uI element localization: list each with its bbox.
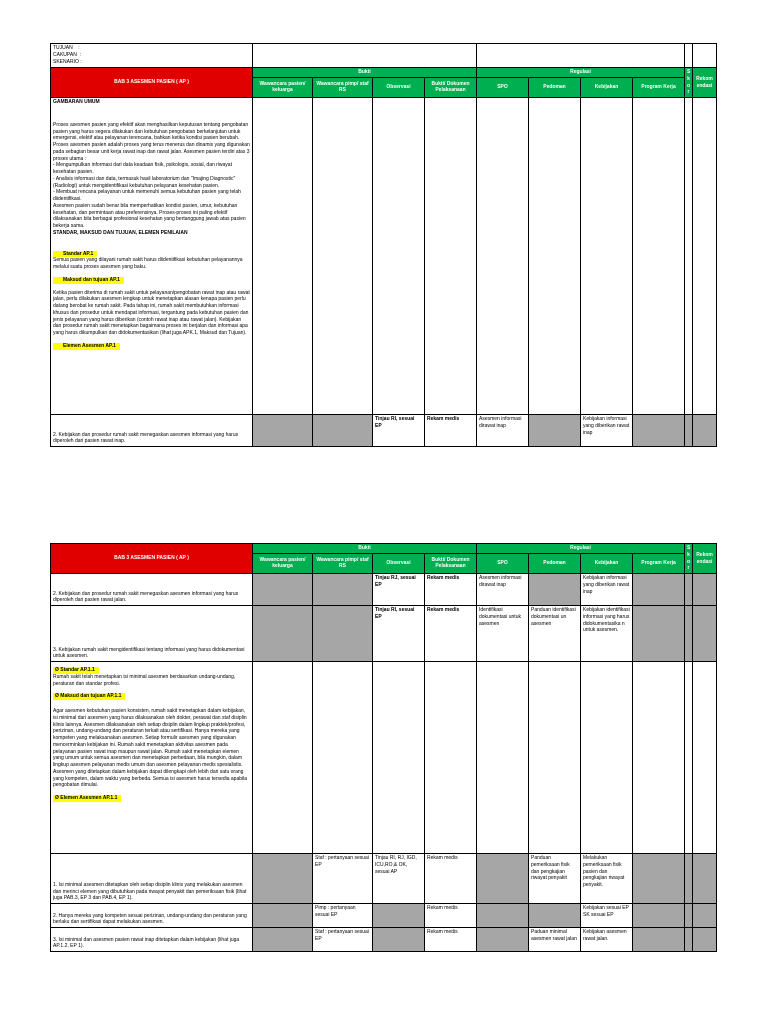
col-wawancara-pimp: Wawancara pimp/ staf RS: [313, 553, 373, 573]
col-kebijakan: Kebijakan: [581, 77, 633, 97]
col-wawancara-pasien: Wawancara pasien/ keluarga: [253, 553, 313, 573]
maksud-label: Ø Maksud dan tujuan AP.1.1: [53, 693, 125, 700]
row-observasi: Tinjau RI, RJ, IGD, ICU,RO,& OK, sesuai AP: [373, 854, 425, 904]
assessment-sheet-page-1: [50, 43, 717, 447]
meta-tujuan: TUJUAN :: [53, 45, 80, 51]
row-kebijakan: Kebijakan asesmen rawat jalan.: [581, 928, 633, 952]
col-rekomendasi: Rekomendasi: [693, 544, 717, 574]
meta-block: [51, 44, 253, 68]
table-row: [51, 904, 717, 928]
row-bukti: Rekam medis: [425, 574, 477, 606]
meta-skenario: SKENARIO :: [53, 59, 82, 65]
row-pedoman: Panduan pemeriksaan fisik dan pengkajian riwayat penyakit: [529, 854, 581, 904]
row-text: 2. Kebijakan dan prosedur rumah sakit menegaskan asesmen informasi yang harus diperoleh dari pasien rawat jalan.: [51, 574, 253, 606]
meta-cakupan: CAKUPAN :: [53, 52, 81, 58]
gambaran-list-item: - Analisis informasi dan data, termasuk hasil laboratorium dan "Imajing Diagnostic" (Radiologi) untuk mengidentifikasi kebutuhan pelayanan kesehatan pasien.: [53, 175, 236, 189]
table-row: [51, 606, 717, 662]
gambaran-paragraph-1: Proses asesmen pasien yang efektif akan menghasilkan keputusan tentang pengobatan pasien yang harus segera dilakukan dan kebutuhan pengobatan berkelanjutan untuk emergensi, elektif atau pelayanan terencana, bahkan ketika kondisi pasien berubah. Proses asesmen pasien adalah proses yang terus menerus dan dinamis yang digunakan pada sebagian besar unit kerja rawat inap dan rawat jalan. Asesmen pasien terdiri atas 3 proses utama :: [53, 121, 250, 162]
elemen-label: Elemen Asesmen AP.1: [53, 343, 120, 350]
row-kebijakan: Kebijakan informasi yang diberikan rawat inap: [581, 415, 633, 447]
col-pedoman: Pedoman: [529, 553, 581, 573]
standar-text: Semua pasien yang dilayani rumah sakit harus diidentifikasi kebutuhan pelayanannya melalui suatu proses asesmen yang baku.: [53, 257, 243, 270]
group-regulasi: Regulasi: [477, 68, 685, 78]
row-observasi: Tinjau RI, sesuai EP: [373, 415, 425, 447]
row-text: 1. Isi minimal asesmen ditetapkan oleh setiap disiplin klinis yang melakukan asesmen dan merinci elemen yang dibutuhkan pada riwayat penyakit dan pemeriksaan fisik (lihat juga PAB.3, EP 3 dan PAB.4, EP 1).: [51, 854, 253, 904]
gambaran-title: GAMBARAN UMUM: [53, 99, 100, 105]
col-bukti-dokumen: Bukti/ Dokumen Pelaksanaan: [425, 553, 477, 573]
col-rekomendasi: Rekomendasi: [693, 68, 717, 98]
col-observasi: Observasi: [373, 553, 425, 573]
maksud-text: Ketika pasien diterima di rumah sakit untuk pelayanan/pengobatan rawat inap atau rawat jalan, perlu dilakukan asesmen lengkap untuk menetapkan alasan kenapa pasien perlu datang berobat ke rumah sakit. Pada tahap ini, rumah sakit membutuhkan informasi khusus dan prosedur untuk mendapat informasi, tergantung pada kebutuhan pasien dan jenis pelayanan yang harus diberikan (contoh rawat inap atau rawat jalan). Kebijakan dan prosedur rumah sakit menetapkan bagaimana proses ini berjalan dan informasi apa yang harus dikumpulkan dan didokumentasikan (lihat juga APK.1, Maksud dan Tujuan).: [53, 289, 250, 336]
gambaran-list-item: - Mengumpulkan informasi dari data keadaan fisik, psikologis, sosial, dan riwayat kesehatan pasien.: [53, 162, 232, 175]
group-bukti: Bukti: [253, 68, 477, 78]
table-row: [51, 854, 717, 904]
assessment-sheet-page-2: [50, 543, 717, 952]
row-bukti: Rekam medis: [425, 928, 477, 952]
col-skor: Skor: [685, 544, 693, 574]
row-kebijakan: Melakukan pemeriksaan fisik pasien dan pengkajian riwayat penyakit.: [581, 854, 633, 904]
row-wawancara-pimp: Staf : pertanyaan sesuai EP: [313, 854, 373, 904]
bab-title: BAB 3 ASESMEN PASIEN ( AP ): [51, 68, 253, 98]
row-pedoman: Paduan minimal asesmen rawat jalan: [529, 928, 581, 952]
col-observasi: Observasi: [373, 77, 425, 97]
standar-label: Standar AP.1: [53, 251, 97, 258]
row-spo: Identifikasi dokumentasi untuk asesmen: [477, 606, 529, 662]
col-program-kerja: Program Kerja: [633, 553, 685, 573]
col-pedoman: Pedoman: [529, 77, 581, 97]
row-spo: Asesmen informasi dirawat inap: [477, 574, 529, 606]
row-spo: Asesmen informasi dirawat inap: [477, 415, 529, 447]
row-wawancara-pimp: Pimp : pertanyaan sesuai EP: [313, 904, 373, 928]
row-kebijakan: Kebijakan sesuai EP SK sesuai EP: [581, 904, 633, 928]
row-kebijakan: Kebijakan informasi yang diberikan rawat inap: [581, 574, 633, 606]
row-observasi: Tinjau RJ, sesuai EP: [373, 574, 425, 606]
gambaran-umum-cell: [51, 98, 253, 415]
row-text: 2. Kebijakan dan prosedur rumah sakit menegaskan asesmen informasi yang harus diperoleh dari pasien rawat inap.: [51, 415, 253, 447]
row-bukti: Rekam medis: [425, 854, 477, 904]
row-text: 2. Hanya mereka yang kompeten sesuai perizinan, undang-undang dan peraturan yang berlaku dan sertifikasi dapat melakukan asesmen.: [51, 904, 253, 928]
bab-title: BAB 3 ASESMEN PASIEN ( AP ): [51, 544, 253, 574]
group-regulasi: Regulasi: [477, 544, 685, 554]
row-bukti: Rekam medis: [425, 415, 477, 447]
row-pedoman: Panduan identifikasi dokumentasi un asesmen: [529, 606, 581, 662]
row-wawancara-pimp: Staf : pertanyaan sesuai EP: [313, 928, 373, 952]
standar-cell: [51, 662, 253, 854]
row-bukti: Rekam medis: [425, 904, 477, 928]
col-wawancara-pasien: Wawancara pasien/ keluarga: [253, 77, 313, 97]
elemen-label: Ø Elemen Asesmen AP.1.1: [53, 795, 121, 802]
table-row: [51, 574, 717, 606]
col-skor: Skor: [685, 68, 693, 98]
col-bukti-dokumen: Bukti/ Dokumen Pelaksanaan: [425, 77, 477, 97]
row-text: 3. Kebijakan rumah sakit mengidentifikasi tentang informasi yang harus didokumentasi untuk asesmen.: [51, 606, 253, 662]
col-spo: SPO: [477, 553, 529, 573]
standar-heading: STANDAR, MAKSUD DAN TUJUAN, ELEMEN PENILAIAN: [53, 229, 188, 236]
table-row: [51, 928, 717, 952]
col-wawancara-pimp: Wawancara pimp/ staf RS: [313, 77, 373, 97]
table-row: [51, 415, 717, 447]
row-text: 3. Isi minimal dan asesmen pasien rawat inap ditetapkan dalam kebijakan (lihat juga AP.1.2, EP 1).: [51, 928, 253, 952]
maksud-text: Agar asesmen kebutuhan pasien konsisten, rumah sakit menetapkan dalam kebijakan, isi minimal dari asesmen yang harus dilaksanakan oleh dokter, perawat dan staf disiplin klinis lainnya. Asesmen dilaksanakan oleh setiap disiplin dalam lingkup praktek/profesi, perizinan, undang-undang dan peraturan terkait atau sertifikasi. Hanya mereka yang kompeten yang melaksanakan asesmen. Setiap formulir asesmen yang digunakan mencerminkan kebijakan ini. Rumah sakit menetapkan aktivitas asesmen pada pelayanan pasien rawat inap maupun rawat jalan. Rumah sakit menetapkan elemen yang umum untuk semua asesmen dan menetapkan perbedaan, bila mungkin, dalam lingkup asesmen pelayanan medis umum dan asesmen pelayanan medis spesialistis. Asesmen yang ditetapkan dalam kebijakan dapat dilengkapi oleh lebih dari satu orang yang kompeten, dalam waktu yang berbeda. Semua isi asesmen harus tersedia apabila pengobatan dimulai.: [53, 708, 248, 789]
group-bukti: Bukti: [253, 544, 477, 554]
gambaran-paragraph-2: Asesmen pasien sudah benar bila memperhatikan kondisi pasien, umur, kebutuhan kesehatan, dan permintaan atau preferensinya. Proses-proses ini paling efektif dilaksanakan bila berbagai profesional kesehatan yang bertanggung jawab atas pasien bekerja sama.: [53, 202, 246, 229]
col-program-kerja: Program Kerja: [633, 77, 685, 97]
maksud-label: Maksud dan tujuan AP.1: [53, 277, 124, 284]
standar-text: Rumah sakit telah menetapkan isi minimal asesmen berdasarkan undang-undang, peraturan dan standar profesi.: [53, 673, 236, 687]
standar-label: Ø Standar AP.1.1: [53, 667, 99, 674]
col-spo: SPO: [477, 77, 529, 97]
col-kebijakan: Kebijakan: [581, 553, 633, 573]
row-kebijakan: Kebijakan identifikasi informasi yang harus didokumentasika n untuk asesmen.: [581, 606, 633, 662]
row-bukti: Rekam medis: [425, 606, 477, 662]
gambaran-list-item: - Membuat rencana pelayanan untuk memenuhi semua kebutuhan pasien yang telah diidentifikasi.: [53, 189, 241, 202]
row-observasi: Tinjau RI, sesuai EP: [373, 606, 425, 662]
